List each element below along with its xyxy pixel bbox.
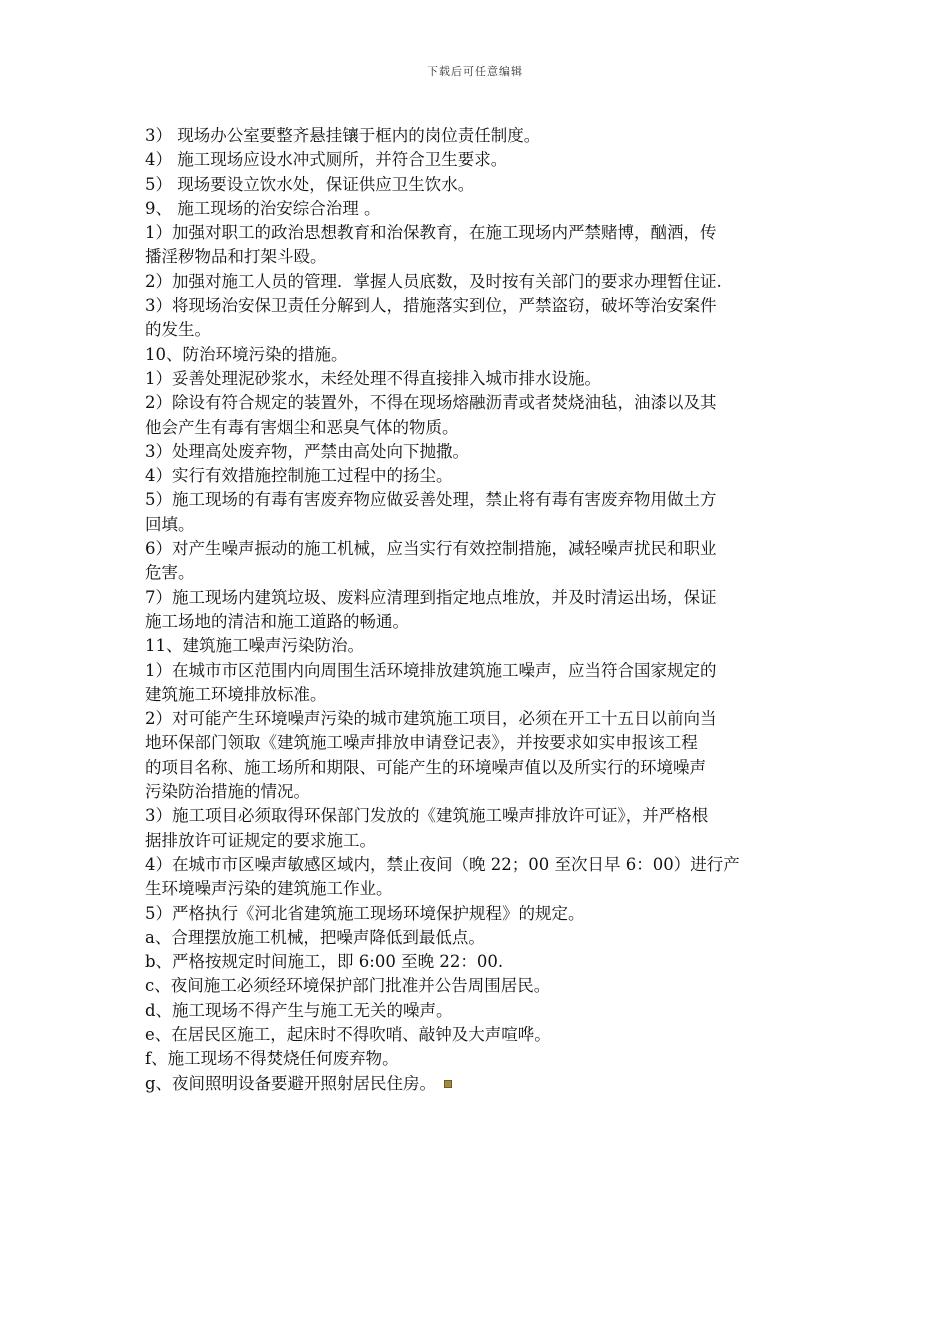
text-line: 3）处理高处废弃物，严禁由高处向下抛撒。 [145, 441, 469, 461]
text-line: 1）在城市市区范围内向周围生活环境排放建筑施工噪声，应当符合国家规定的 [145, 660, 717, 680]
text-line: 回填。 [145, 514, 195, 534]
text-line: 11、建筑施工噪声污染防治。 [145, 636, 364, 656]
text-line: 播淫秽物品和打架斗殴。 [145, 247, 327, 267]
text-line: 危害。 [145, 563, 195, 583]
text-line: 地环保部门领取《建筑施工噪声排放申请登记表》，并按要求如实申报该工程 [145, 733, 698, 753]
text-line: 的发生。 [145, 320, 211, 340]
text-line: 5） 现场要设立饮水处，保证供应卫生饮水。 [145, 174, 475, 194]
text-line: 3）将现场治安保卫责任分解到人，措施落实到位，严禁盗窃，破坏等治安案件 [145, 296, 717, 316]
text-line: 的项目名称、施工场所和期限、可能产生的环境噪声值以及所实行的环境噪声 [145, 757, 706, 777]
page-header: 下载后可任意编辑 [427, 65, 523, 78]
text-line: 1）加强对职工的政治思想教育和治保教育，在施工现场内严禁赌博，酗酒，传 [145, 223, 717, 243]
text-line: 3）施工项目必须取得环保部门发放的《建筑施工噪声排放许可证》，并严格根 [145, 806, 709, 826]
text-line: g、夜间照明设备要避开照射居民住房。 [145, 1072, 810, 1096]
text-line: 建筑施工环境排放标准。 [145, 684, 327, 704]
text-line: 10、防治环境污染的措施。 [145, 344, 348, 364]
text-line: 1）妥善处理泥砂浆水，未经处理不得直接排入城市排水设施。 [145, 368, 601, 388]
text-line: 生环境噪声污染的建筑施工作业。 [145, 879, 393, 899]
text-line: 5）严格执行《河北省建筑施工现场环境保护规程》的规定。 [145, 903, 585, 923]
text-line: 6）对产生噪声振动的施工机械，应当实行有效控制措施，减轻噪声扰民和职业 [145, 539, 717, 559]
text-line: 4）在城市市区噪声敏感区域内，禁止夜间（晚 22；00 至次日早 6：00）进行产 [145, 854, 740, 874]
text-line: 3） 现场办公室要整齐悬挂镶于框内的岗位责任制度。 [145, 126, 541, 145]
text-line: 9、 施工现场的治安综合治理 。 [145, 198, 381, 218]
text-line: 5）施工现场的有毒有害废弃物应做妥善处理，禁止将有毒有害废弃物用做土方 [145, 490, 717, 510]
text-line: 2）加强对施工人员的管理．掌握人员底数，及时按有关部门的要求办理暂住证. [145, 271, 722, 291]
text-line: 施工场地的清洁和施工道路的畅通。 [145, 611, 409, 631]
document-body [145, 124, 810, 1096]
text-line: a、合理摆放施工机械，把噪声降低到最低点。 [145, 927, 485, 947]
text-line: 7）施工现场内建筑垃圾、废料应清理到指定地点堆放，并及时清运出场，保证 [145, 587, 717, 607]
text-line: c、夜间施工必须经环境保护部门批准并公告周围居民。 [145, 976, 551, 996]
text-line: 污染防治措施的情况。 [145, 782, 310, 802]
text-line: 他会产生有毒有害烟尘和恶臭气体的物质。 [145, 417, 459, 437]
text-line: 2）对可能产生环境噪声污染的城市建筑施工项目，必须在开工十五日以前向当 [145, 709, 717, 729]
text-line: 2）除设有符合规定的装置外，不得在现场熔融沥青或者焚烧油毡，油漆以及其 [145, 393, 717, 413]
text-line: b、严格按规定时间施工，即 6:00 至晚 22：00. [145, 952, 504, 972]
text-line: d、施工现场不得产生与施工无关的噪声。 [145, 1000, 453, 1020]
text-line: f、施工现场不得焚烧任何废弃物。 [145, 1049, 399, 1069]
paragraph-end-marker-icon [444, 1080, 452, 1088]
text-line: e、在居民区施工，起床时不得吹哨、敲钟及大声喧哗。 [145, 1024, 551, 1044]
text-line: 4）实行有效措施控制施工过程中的扬尘。 [145, 466, 453, 486]
text-line: 据排放许可证规定的要求施工。 [145, 830, 376, 850]
text-line: 4） 施工现场应设水冲式厕所，并符合卫生要求。 [145, 150, 508, 170]
